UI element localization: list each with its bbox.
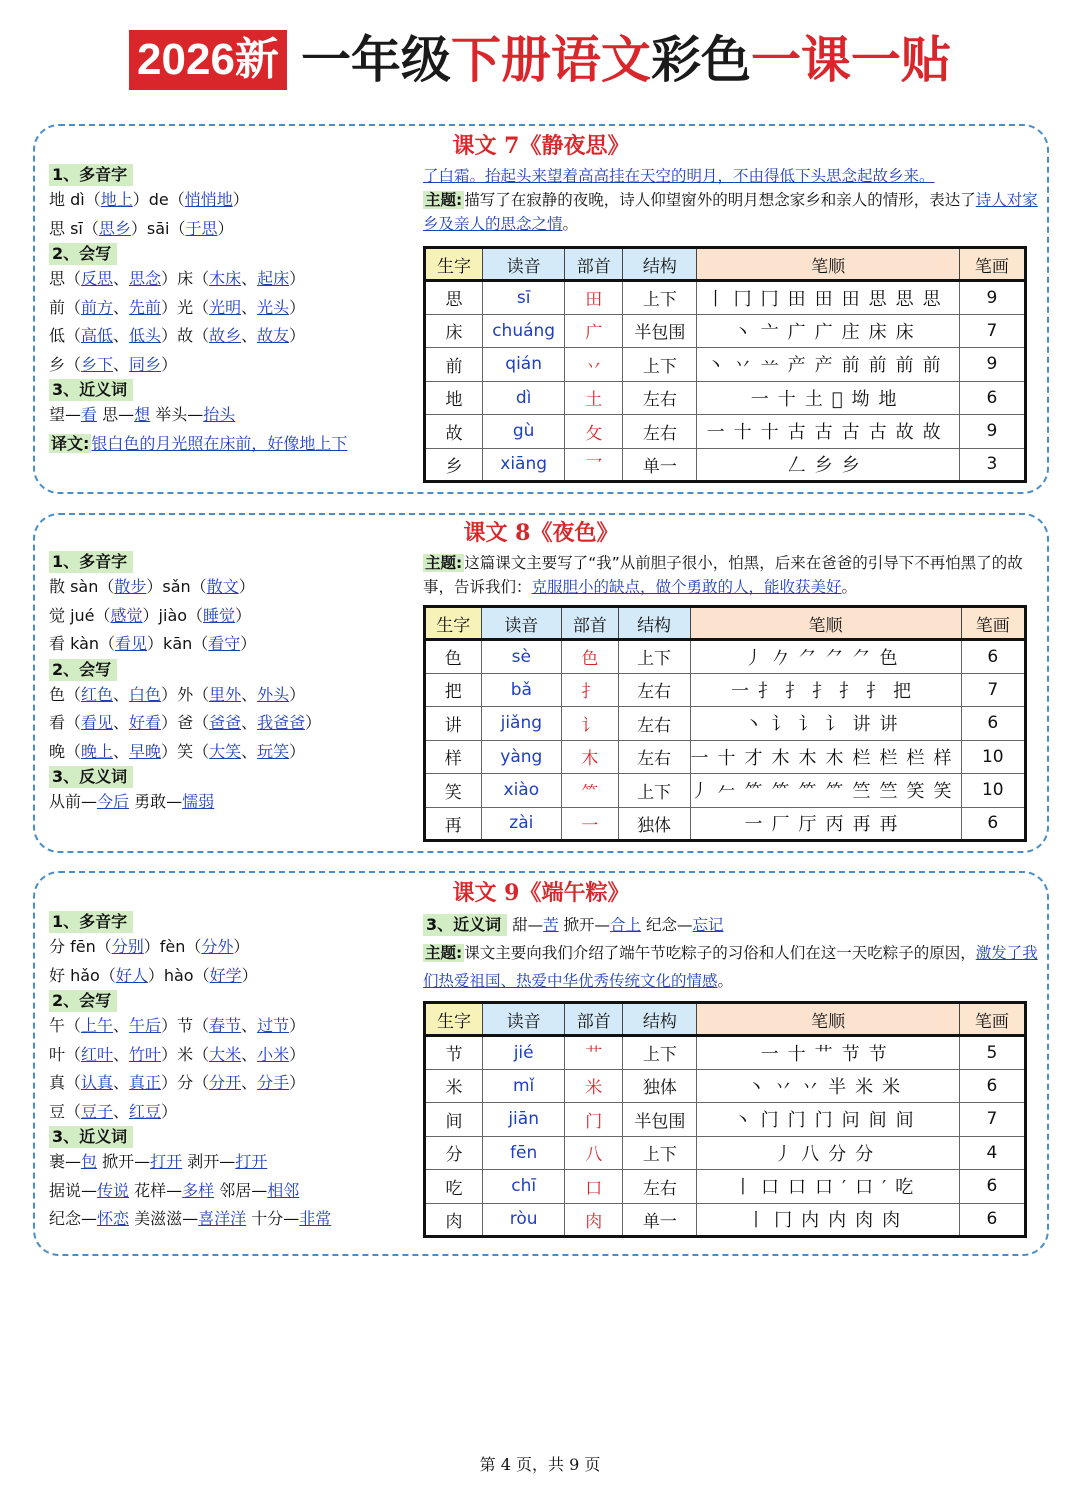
- writing-line: 色（红色、白色）外（里外、外头）: [49, 684, 306, 704]
- lesson-8-notes: [49, 551, 419, 817]
- column-header: 部首: [565, 1003, 623, 1036]
- structure-cell: 上下: [618, 640, 690, 674]
- writing-line: 真（认真、真正）分（分开、分手）: [49, 1073, 306, 1092]
- title-subject: 下册语文: [450, 30, 651, 89]
- radical-cell: 口: [565, 1170, 623, 1204]
- synonym-line: 据说—传说 花样—多样 邻居—相邻: [49, 1180, 300, 1200]
- synonym-line: 纪念—怀恋 美滋滋—喜洋洋 十分—非常: [49, 1209, 332, 1228]
- pinyin-cell: mǐ: [483, 1069, 565, 1103]
- stroke-order-cell: 丶亠广广庄床床: [697, 314, 959, 348]
- table-row: [425, 707, 1026, 741]
- heteronym-heading: 1、多音字: [49, 164, 133, 186]
- stroke-count-cell: 5: [959, 1036, 1025, 1070]
- radical-cell: ⺮: [562, 774, 619, 808]
- heteronym-line: 看 kàn（看见）kān（看守）: [49, 634, 257, 653]
- stroke-order-cell: 丶丷丷半米米: [697, 1069, 959, 1103]
- lesson-9-card: [33, 871, 1049, 1256]
- lesson-9-character-table: [423, 1001, 1027, 1238]
- writing-line: 晚（晚上、早晚）笑（大笑、玩笑）: [49, 741, 306, 761]
- stroke-count-cell: 3: [959, 448, 1025, 482]
- stroke-count-cell: 9: [959, 415, 1025, 449]
- lesson-9-title: 课文 9《端午粽》: [452, 880, 630, 906]
- stroke-count-cell: 4: [959, 1136, 1025, 1170]
- structure-cell: 左右: [618, 707, 690, 741]
- antonym-line: 从前—今后 勇敢—懦弱: [49, 792, 215, 811]
- radical-cell: 土: [565, 381, 623, 415]
- structure-cell: 半包围: [623, 1103, 697, 1137]
- pinyin-cell: gù: [483, 415, 565, 449]
- column-header: 笔画: [959, 1003, 1025, 1036]
- stroke-order-cell: 丨冂冂田田田思思思: [697, 281, 959, 315]
- radical-cell: 米: [565, 1069, 623, 1103]
- writing-line: 看（看见、好看）爸（爸爸、我爸爸）: [49, 713, 322, 732]
- radical-cell: 攵: [565, 415, 623, 449]
- column-header: 笔顺: [697, 248, 959, 281]
- structure-cell: 单一: [623, 1203, 697, 1237]
- column-header: 笔顺: [690, 607, 961, 640]
- antonym-heading: 3、反义词: [49, 766, 133, 788]
- lesson-8-title: 课文 8《夜色》: [463, 520, 619, 546]
- pinyin-cell: sī: [483, 281, 565, 315]
- column-header: 部首: [562, 607, 619, 640]
- column-header: 读音: [481, 607, 562, 640]
- stroke-order-cell: 一十十古古古古故故: [697, 415, 959, 449]
- writing-line: 低（高低、低头）故（故乡、故友）: [49, 326, 306, 345]
- stroke-count-cell: 10: [961, 740, 1025, 774]
- radical-cell: 乛: [565, 448, 623, 482]
- char-cell: 地: [425, 381, 483, 415]
- writing-heading: 2、会写: [49, 990, 117, 1012]
- table-row: [425, 640, 1026, 674]
- char-cell: 节: [425, 1036, 483, 1070]
- stroke-count-cell: 9: [959, 281, 1025, 315]
- stroke-count-cell: 6: [959, 381, 1025, 415]
- table-row: [425, 448, 1026, 482]
- radical-cell: 木: [562, 740, 619, 774]
- pinyin-cell: jiān: [483, 1103, 565, 1137]
- writing-line: 乡（乡下、同乡）: [49, 354, 178, 374]
- stroke-count-cell: 10: [961, 774, 1025, 808]
- column-header: 结构: [618, 607, 690, 640]
- lesson-9-summary: [423, 911, 1039, 995]
- stroke-order-cell: 丶门门门问间间: [697, 1103, 959, 1137]
- stroke-count-cell: 6: [961, 640, 1025, 674]
- structure-cell: 左右: [623, 381, 697, 415]
- pinyin-cell: bǎ: [481, 673, 562, 707]
- table-row: [425, 314, 1026, 348]
- stroke-count-cell: 7: [961, 673, 1025, 707]
- char-cell: 色: [425, 640, 482, 674]
- column-header: 读音: [483, 248, 565, 281]
- stroke-order-cell: 丿𠂊⺈⺈⺈色: [690, 640, 961, 674]
- pinyin-cell: dì: [483, 381, 565, 415]
- char-cell: 把: [425, 673, 482, 707]
- structure-cell: 上下: [618, 774, 690, 808]
- stroke-count-cell: 7: [959, 1103, 1025, 1137]
- pinyin-cell: zài: [481, 807, 562, 841]
- table-header-row: [425, 248, 1026, 281]
- radical-cell: 扌: [562, 673, 619, 707]
- stroke-count-cell: 6: [959, 1203, 1025, 1237]
- stroke-count-cell: 7: [959, 314, 1025, 348]
- lesson-7-notes: [49, 164, 419, 458]
- char-cell: 乡: [425, 448, 483, 482]
- stroke-count-cell: 6: [961, 707, 1025, 741]
- char-cell: 再: [425, 807, 482, 841]
- stroke-order-cell: 一十艹节节: [697, 1036, 959, 1070]
- structure-cell: 左右: [618, 740, 690, 774]
- char-cell: 思: [425, 281, 483, 315]
- lesson-8-character-table: [423, 605, 1027, 842]
- column-header: 结构: [623, 1003, 697, 1036]
- char-cell: 故: [425, 415, 483, 449]
- structure-cell: 左右: [618, 673, 690, 707]
- stroke-order-cell: 丶讠讠讠讲讲: [690, 707, 961, 741]
- stroke-count-cell: 6: [961, 807, 1025, 841]
- stroke-count-cell: 6: [959, 1170, 1025, 1204]
- structure-cell: 上下: [623, 348, 697, 382]
- char-cell: 分: [425, 1136, 483, 1170]
- stroke-order-cell: 𠃋乡乡: [697, 448, 959, 482]
- table-row: [425, 807, 1026, 841]
- pinyin-cell: xiāng: [483, 448, 565, 482]
- lesson-8-summary: [423, 551, 1039, 599]
- pinyin-cell: qián: [483, 348, 565, 382]
- stroke-order-cell: 一扌扌扌扌扌把: [690, 673, 961, 707]
- synonym-heading: 3、近义词: [49, 1126, 133, 1148]
- stroke-order-cell: 丶丷䒑产产前前前前: [697, 348, 959, 382]
- structure-cell: 单一: [623, 448, 697, 482]
- lesson-7-title: 课文 7《静夜思》: [452, 133, 630, 159]
- lesson-9-notes: [49, 911, 419, 1234]
- radical-cell: 肉: [565, 1203, 623, 1237]
- writing-heading: 2、会写: [49, 659, 117, 681]
- column-header: 笔顺: [697, 1003, 959, 1036]
- lesson-7-summary: [423, 164, 1039, 236]
- heteronym-line: 地 dì（地上）de（悄悄地）: [49, 190, 249, 209]
- pinyin-cell: chuáng: [483, 314, 565, 348]
- pinyin-cell: chī: [483, 1170, 565, 1204]
- pinyin-cell: ròu: [483, 1203, 565, 1237]
- synonym-heading: 3、近义词: [49, 379, 133, 401]
- heteronym-line: 觉 jué（感觉）jiào（睡觉）: [49, 605, 252, 625]
- synonym-line: 望—看 思—想 举头—抬头: [49, 405, 236, 424]
- radical-cell: 门: [565, 1103, 623, 1137]
- column-header: 读音: [483, 1003, 565, 1036]
- char-cell: 肉: [425, 1203, 483, 1237]
- radical-cell: 八: [565, 1136, 623, 1170]
- column-header: 笔画: [959, 248, 1025, 281]
- antonym-line: 3、近义词 甜—苦 掀开—合上 纪念—忘记: [423, 911, 1039, 939]
- table-row: [425, 415, 1026, 449]
- stroke-order-cell: 丿𠂉⺮⺮⺮⺮竺竺笑笑: [690, 774, 961, 808]
- table-row: [425, 1170, 1026, 1204]
- writing-line: 叶（红叶、竹叶）米（大米、小米）: [49, 1044, 306, 1064]
- lesson-8-card: [33, 513, 1049, 853]
- char-cell: 吃: [425, 1170, 483, 1204]
- table-row: [425, 673, 1026, 707]
- column-header: 生字: [425, 607, 482, 640]
- structure-cell: 左右: [623, 415, 697, 449]
- title-grade: 一年级: [300, 30, 451, 89]
- radical-cell: 一: [562, 807, 619, 841]
- writing-line: 前（前方、先前）光（光明、光头）: [49, 297, 306, 317]
- heteronym-line: 分 fēn（分别）fèn（分外）: [49, 937, 250, 956]
- column-header: 生字: [425, 1003, 483, 1036]
- column-header: 笔画: [961, 607, 1025, 640]
- lesson-7-character-table: [423, 246, 1027, 483]
- title-tagline: 一课一贴: [750, 30, 951, 89]
- structure-cell: 独体: [623, 1069, 697, 1103]
- radical-cell: 丷: [565, 348, 623, 382]
- structure-cell: 上下: [623, 1036, 697, 1070]
- pinyin-cell: sè: [481, 640, 562, 674]
- lesson-7-card: [33, 124, 1049, 494]
- theme-line: 主题: 描写了在寂静的夜晚，诗人仰望窗外的明月想念家乡和亲人的情形，表达了诗人对家乡及亲人的思念之情。: [423, 191, 1038, 233]
- heteronym-line: 散 sàn（散步）sǎn（散文）: [49, 577, 255, 596]
- heteronym-line: 思 sī（思乡）sāi（于思）: [49, 218, 234, 238]
- table-row: [425, 281, 1026, 315]
- table-header-row: [425, 1003, 1026, 1036]
- char-cell: 间: [425, 1103, 483, 1137]
- stroke-order-cell: 一十才木木木栏栏栏样: [690, 740, 961, 774]
- char-cell: 米: [425, 1069, 483, 1103]
- char-cell: 样: [425, 740, 482, 774]
- column-header: 部首: [565, 248, 623, 281]
- theme-line: 主题: 这篇课文主要写了“我”从前胆子很小，怕黑，后来在爸爸的引导下不再怕黑了的故事，告诉我们：克服胆小的缺点，做个勇敢的人，能收获美好。: [423, 554, 1023, 596]
- stroke-order-cell: 丿八分分: [697, 1136, 959, 1170]
- radical-cell: 讠: [562, 707, 619, 741]
- stroke-order-cell: 一厂厅丙再再: [690, 807, 961, 841]
- heteronym-line: 好 hǎo（好人）hào（好学）: [49, 965, 258, 985]
- stroke-count-cell: 9: [959, 348, 1025, 382]
- char-cell: 床: [425, 314, 483, 348]
- stroke-count-cell: 6: [959, 1069, 1025, 1103]
- translation-continued: 了白霜。抬起头来望着高高挂在天空的明月，不由得低下头思念起故乡来。: [423, 167, 935, 185]
- table-row: [425, 1069, 1026, 1103]
- stroke-order-cell: 丨冂内内肉肉: [697, 1203, 959, 1237]
- stroke-order-cell: 一十土𡉈坳地: [697, 381, 959, 415]
- translation-line: 译文: 银白色的月光照在床前，好像地上下: [51, 433, 348, 453]
- char-cell: 笑: [425, 774, 482, 808]
- table-row: [425, 1136, 1026, 1170]
- radical-cell: 色: [562, 640, 619, 674]
- char-cell: 讲: [425, 707, 482, 741]
- structure-cell: 左右: [623, 1170, 697, 1204]
- title-color: 彩色: [650, 30, 751, 89]
- table-row: [425, 740, 1026, 774]
- table-row: [425, 1036, 1026, 1070]
- writing-line: 午（上午、午后）节（春节、过节）: [49, 1016, 306, 1035]
- synonym-line: 裹—包 掀开—打开 剥开—打开: [49, 1152, 268, 1171]
- radical-cell: 田: [565, 281, 623, 315]
- structure-cell: 上下: [623, 1136, 697, 1170]
- table-row: [425, 381, 1026, 415]
- stroke-order-cell: 丨口口口′口′吃: [697, 1170, 959, 1204]
- page-title: [0, 30, 1080, 105]
- pinyin-cell: fēn: [483, 1136, 565, 1170]
- pinyin-cell: jié: [483, 1036, 565, 1070]
- structure-cell: 独体: [618, 807, 690, 841]
- structure-cell: 半包围: [623, 314, 697, 348]
- page-footer: 第 4 页，共 9 页: [479, 1455, 601, 1474]
- heteronym-heading: 1、多音字: [49, 551, 133, 573]
- writing-heading: 2、会写: [49, 243, 117, 265]
- pinyin-cell: xiào: [481, 774, 562, 808]
- writing-line: 思（反思、思念）床（木床、起床）: [49, 269, 306, 288]
- char-cell: 前: [425, 348, 483, 382]
- structure-cell: 上下: [623, 281, 697, 315]
- table-header-row: [425, 607, 1026, 640]
- heteronym-heading: 1、多音字: [49, 911, 133, 933]
- table-row: [425, 1203, 1026, 1237]
- year-badge: 2026新: [129, 30, 287, 90]
- radical-cell: 艹: [565, 1036, 623, 1070]
- column-header: 生字: [425, 248, 483, 281]
- pinyin-cell: jiǎng: [481, 707, 562, 741]
- theme-line: 主题: 课文主要向我们介绍了端午节吃粽子的习俗和人们在这一天吃粽子的原因，激发了我们热爱祖国、热爱中华优秀传统文化的情感。: [423, 944, 1038, 990]
- table-row: [425, 774, 1026, 808]
- column-header: 结构: [623, 248, 697, 281]
- pinyin-cell: yàng: [481, 740, 562, 774]
- writing-line: 豆（豆子、红豆）: [49, 1101, 178, 1121]
- table-row: [425, 348, 1026, 382]
- radical-cell: 广: [565, 314, 623, 348]
- table-row: [425, 1103, 1026, 1137]
